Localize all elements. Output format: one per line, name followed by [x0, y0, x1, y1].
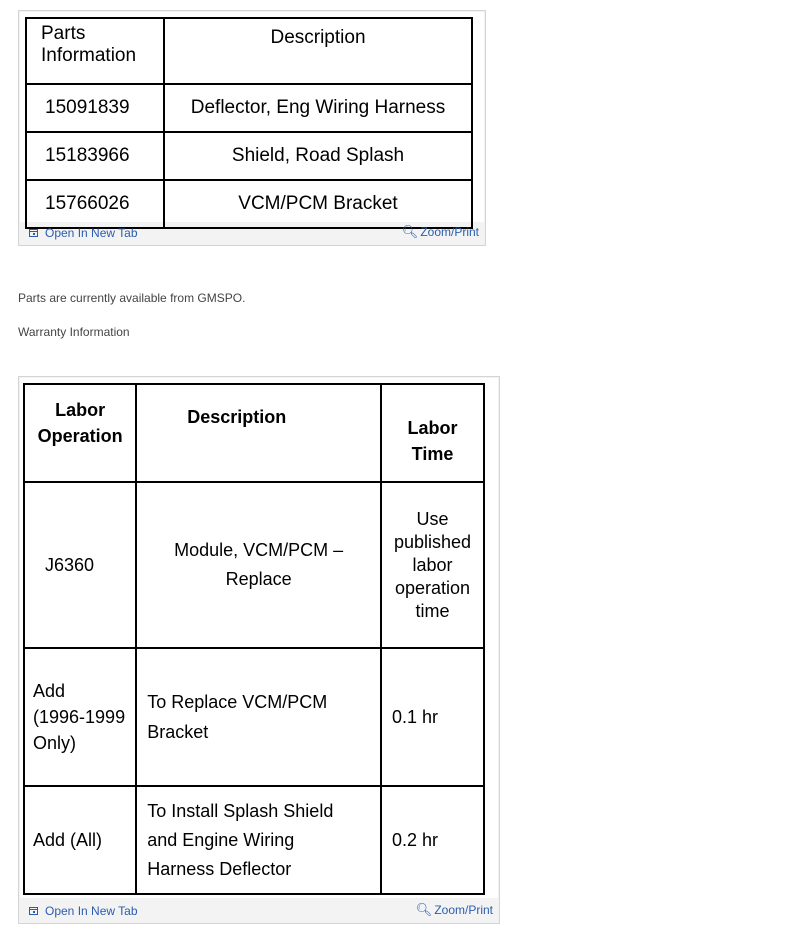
- labor-row: [24, 648, 484, 786]
- labor-row: [24, 482, 484, 648]
- labor-time: Use published labor operation time: [381, 482, 484, 648]
- magnifier-plus-icon: 🔍︎: [415, 902, 433, 917]
- parts-frame-footer: [19, 221, 485, 245]
- labor-header-operation: Labor Operation: [24, 384, 136, 482]
- zoom-print-label: Zoom/Print: [434, 903, 493, 917]
- labor-operation: Add (1996-1999 Only): [24, 648, 136, 786]
- zoom-print-link[interactable]: [402, 224, 479, 240]
- part-number: 15183966: [26, 132, 164, 180]
- labor-description: To Replace VCM/PCM Bracket: [136, 648, 381, 786]
- part-description: VCM/PCM Bracket: [164, 180, 472, 228]
- labor-frame-footer: [19, 899, 499, 923]
- labor-header-description: Description: [136, 384, 381, 482]
- labor-description: To Install Splash Shield and Engine Wiring Harness Deflector: [136, 786, 381, 894]
- warranty-heading: Warranty Information: [18, 325, 130, 339]
- labor-header-time: Labor Time: [381, 384, 484, 482]
- parts-row: [26, 132, 472, 180]
- parts-header-part: Parts Information: [26, 18, 164, 84]
- labor-table: [23, 383, 485, 895]
- availability-text: Parts are currently available from GMSPO.: [18, 291, 246, 305]
- labor-description: Module, VCM/PCM – Replace: [136, 482, 381, 648]
- labor-time: 0.1 hr: [381, 648, 484, 786]
- labor-time: 0.2 hr: [381, 786, 484, 894]
- part-description: Deflector, Eng Wiring Harness: [164, 84, 472, 132]
- zoom-print-label: Zoom/Print: [420, 225, 479, 239]
- parts-header-description: Description: [164, 18, 472, 84]
- parts-row: [26, 84, 472, 132]
- labor-operation: J6360: [24, 482, 136, 648]
- parts-header-row: [26, 18, 472, 84]
- open-new-tab-link[interactable]: [29, 226, 138, 240]
- labor-header-row: [24, 384, 484, 482]
- zoom-print-link[interactable]: [416, 902, 493, 918]
- new-tab-icon: [29, 229, 38, 237]
- open-new-tab-link[interactable]: [29, 904, 138, 918]
- new-tab-icon: [29, 907, 38, 915]
- labor-image-frame: [18, 376, 500, 924]
- labor-row: [24, 786, 484, 894]
- labor-image: [20, 378, 498, 898]
- magnifier-plus-icon: 🔍︎: [401, 224, 419, 239]
- labor-operation: Add (All): [24, 786, 136, 894]
- parts-image-frame: [18, 10, 486, 246]
- parts-image: [20, 12, 484, 222]
- open-new-tab-label: Open In New Tab: [45, 226, 138, 240]
- open-new-tab-label: Open In New Tab: [45, 904, 138, 918]
- part-number: 15091839: [26, 84, 164, 132]
- parts-table: [25, 17, 473, 229]
- part-description: Shield, Road Splash: [164, 132, 472, 180]
- part-number: 15766026: [26, 180, 164, 228]
